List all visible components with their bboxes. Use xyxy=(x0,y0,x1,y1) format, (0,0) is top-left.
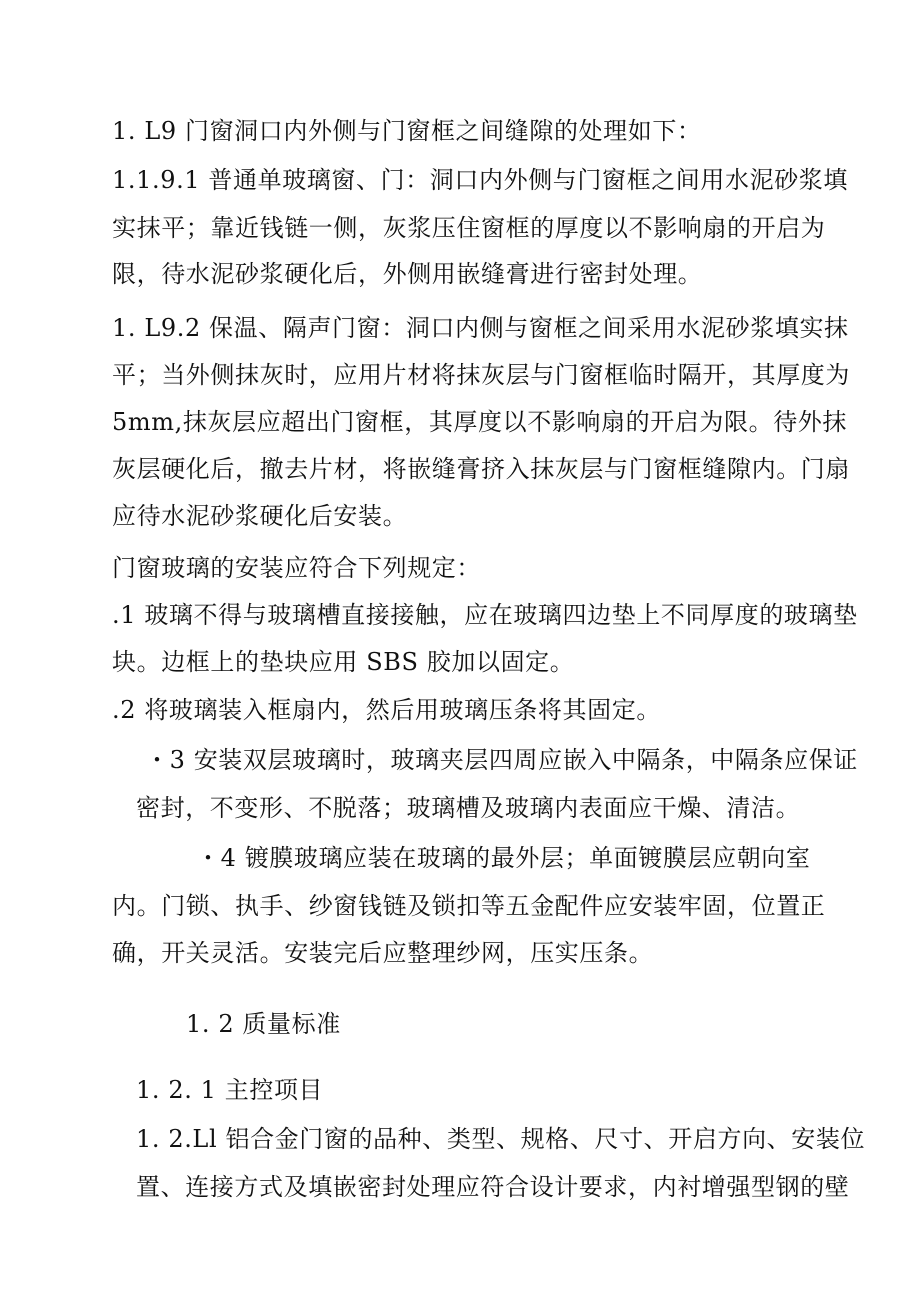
text-line-14: ・3 安装双层玻璃时，玻璃夹层四周应嵌入中隔条，中隔条应保证 xyxy=(145,746,858,774)
subsection-heading-main-control: 1. 2. 1 主控项目 xyxy=(136,1076,324,1104)
section-heading-quality: 1. 2 质量标准 xyxy=(186,1010,341,1038)
text-line-12: 块。边框上的垫块应用 SBS 胶加以固定。 xyxy=(112,648,575,676)
text-line-13: .2 将玻璃装入框扇内，然后用玻璃压条将其固定。 xyxy=(112,696,661,724)
text-line-8: 灰层硬化后，撤去片材，将嵌缝膏挤入抹灰层与门窗框缝隙内。门扇 xyxy=(112,455,850,483)
text-line-3: 实抹平；靠近钱链一侧，灰浆压住窗框的厚度以不影响扇的开启为 xyxy=(112,214,826,242)
text-line-18: 确，开关灵活。安装完后应整理纱网，压实压条。 xyxy=(112,939,654,967)
text-line-17: 内。门锁、执手、纱窗钱链及锁扣等五金配件应安装牢固，位置正 xyxy=(112,892,826,920)
text-line-1: 1. L9 门窗洞口内外侧与门窗框之间缝隙的处理如下： xyxy=(112,117,702,145)
text-line-5: 1. L9.2 保温、隔声门窗：洞口内侧与窗框之间采用水泥砂浆填实抹 xyxy=(112,314,849,342)
text-line-11: .1 玻璃不得与玻璃槽直接接触，应在玻璃四边垫上不同厚度的玻璃垫 xyxy=(112,601,858,629)
text-line-2: 1.1.9.1 普通单玻璃窗、门：洞口内外侧与门窗框之间用水泥砂浆填 xyxy=(112,166,848,194)
text-line-15: 密封，不变形、不脱落；玻璃槽及玻璃内表面应干燥、清洁。 xyxy=(136,794,801,822)
text-line-9: 应待水泥砂浆硬化后安装。 xyxy=(112,502,408,530)
text-line-16: ・4 镀膜玻璃应装在玻璃的最外层；单面镀膜层应朝向室 xyxy=(196,844,811,872)
text-line-4: 限，待水泥砂浆硬化后，外侧用嵌缝膏进行密封处理。 xyxy=(112,260,703,288)
text-line-6: 平；当外侧抹灰时，应用片材将抹灰层与门窗框临时隔开，其厚度为 xyxy=(112,361,850,389)
text-line-21: 1. 2.Ll 铝合金门窗的品种、类型、规格、尺寸、开启方向、安装位 xyxy=(136,1125,866,1153)
text-line-22: 置、连接方式及填嵌密封处理应符合设计要求，内衬增强型钢的壁 xyxy=(136,1173,850,1201)
text-line-10: 门窗玻璃的安装应符合下列规定： xyxy=(112,554,481,582)
text-line-7: 5mm,抹灰层应超出门窗框，其厚度以不影响扇的开启为限。待外抹 xyxy=(112,408,848,436)
